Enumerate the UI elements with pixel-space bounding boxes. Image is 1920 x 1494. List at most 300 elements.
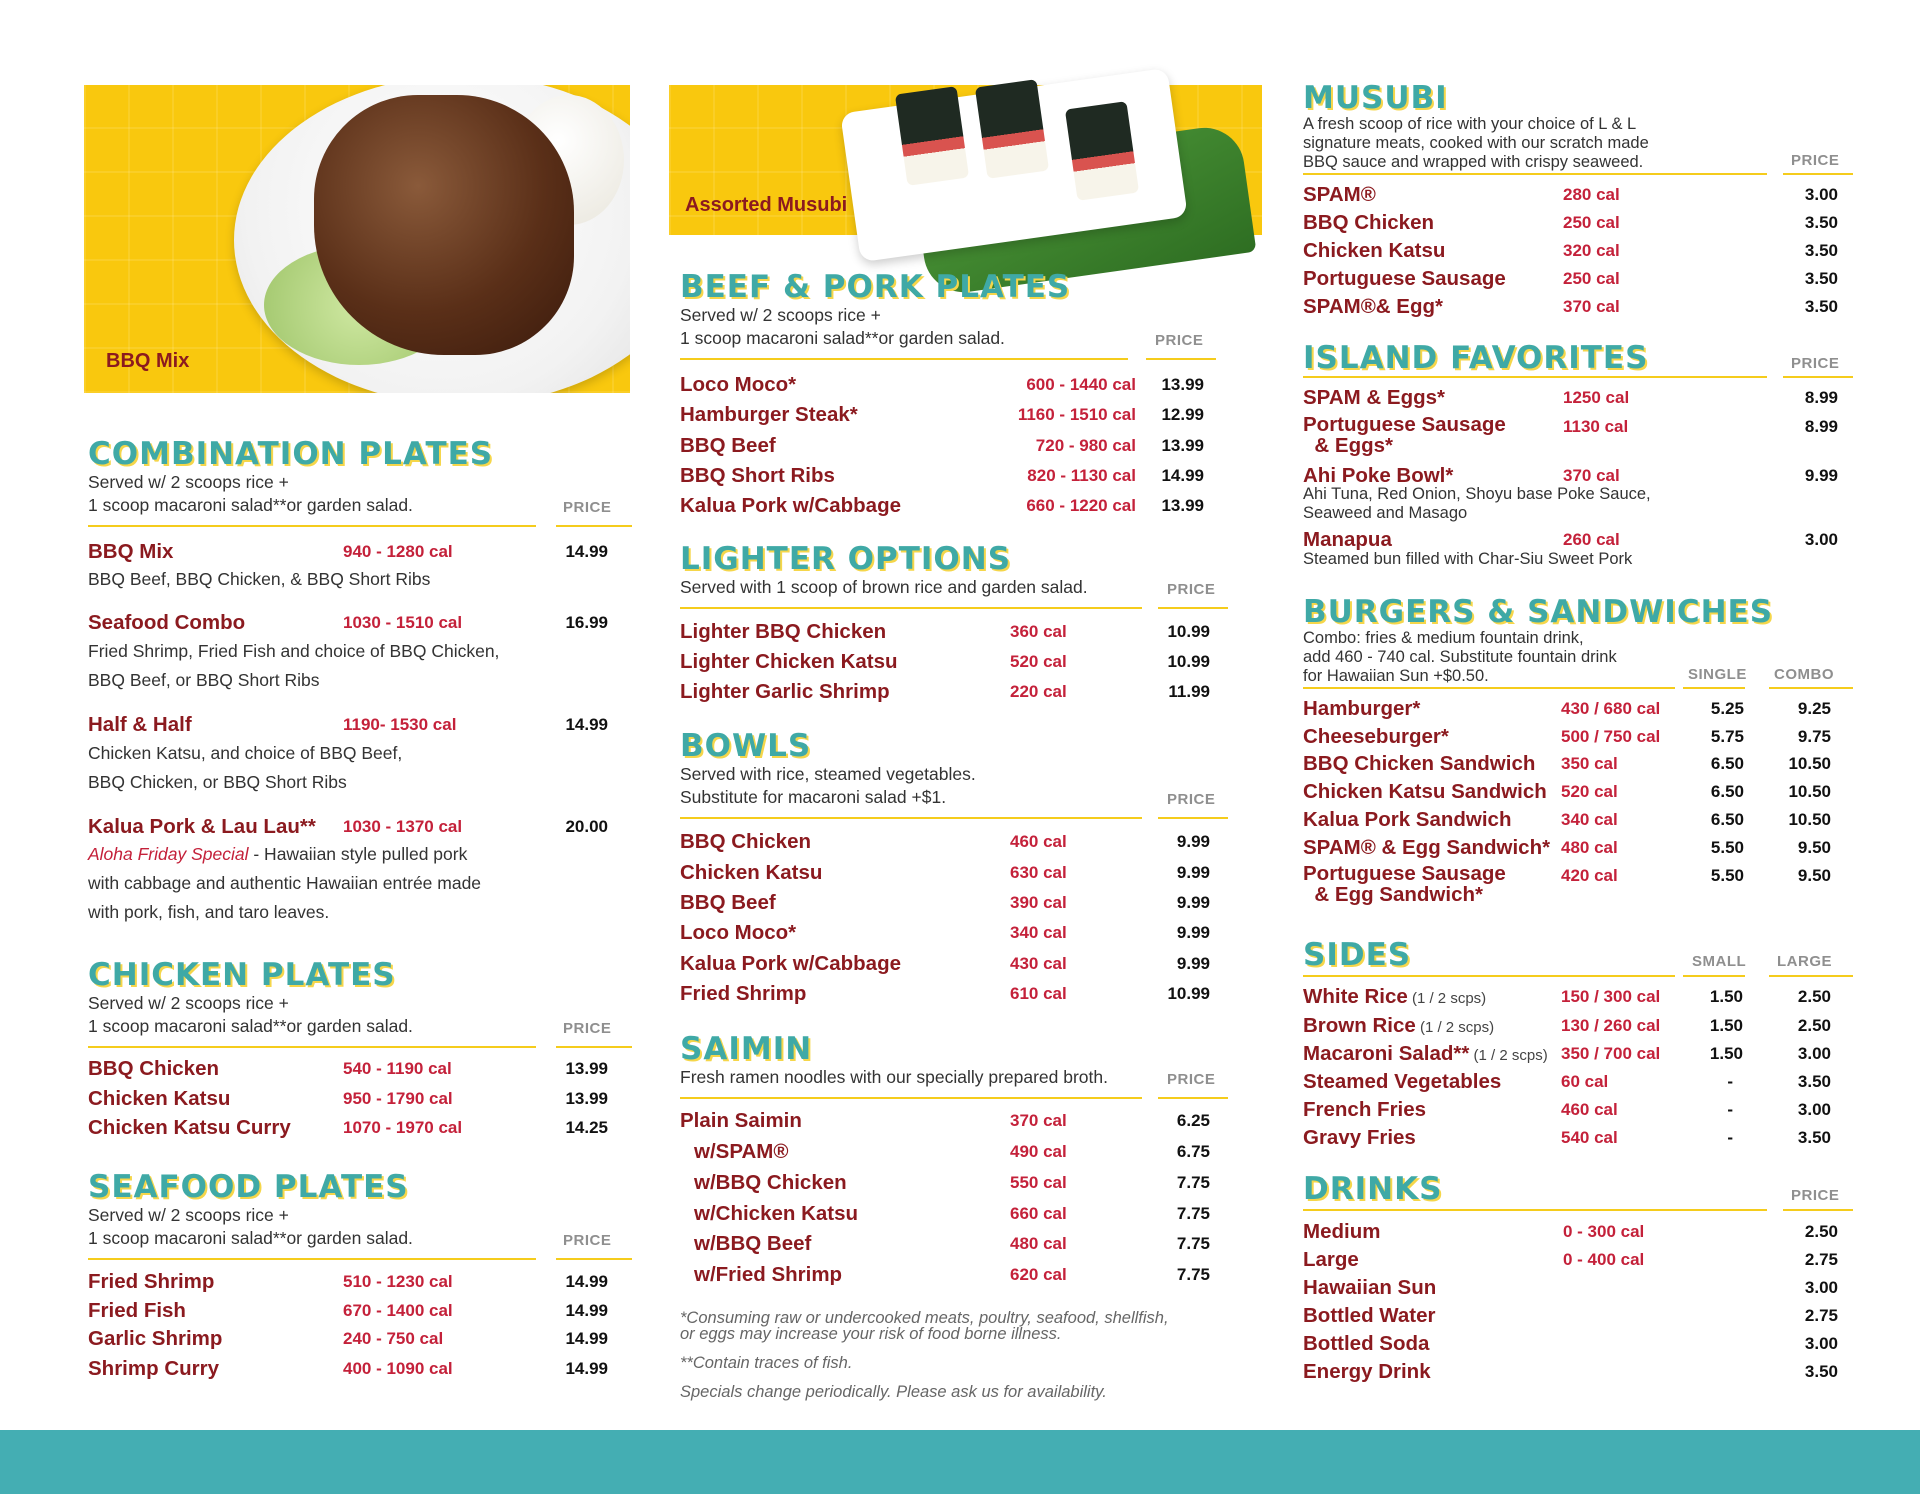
item-calories: 520 cal	[1010, 652, 1067, 671]
divider	[556, 1046, 632, 1048]
musubi-photo-label: Assorted Musubi	[685, 194, 848, 216]
item-calories: 1030 - 1510 cal	[343, 613, 463, 632]
menu-item	[88, 1326, 632, 1352]
item-price: 3.00	[1804, 185, 1838, 204]
item-name: Lighter BBQ Chicken	[680, 620, 887, 643]
menu-item	[88, 1356, 632, 1382]
item-calories: 360 cal	[1010, 622, 1067, 641]
item-name: Gravy Fries	[1303, 1126, 1416, 1149]
section-description: A fresh scoop of rice with your choice of L & L signature meats, cooked with our scratch made BBQ sauce and wrapped with crispy seaweed.	[1303, 115, 1649, 171]
item-price: 14.99	[565, 1329, 608, 1348]
price-header: PRICE	[563, 499, 612, 516]
item-price: 13.99	[1161, 436, 1204, 455]
item-name: Large	[1303, 1248, 1359, 1271]
divider	[1146, 358, 1216, 360]
single-price: 5.50	[1710, 838, 1744, 857]
item-name: Fried Shrimp	[88, 1270, 215, 1293]
item-name: Hawaiian Sun	[1303, 1276, 1437, 1299]
item-name: Kalua Pork & Lau Lau**	[88, 815, 316, 838]
item-calories: 1030 - 1370 cal	[343, 817, 463, 836]
section-description: Served w/ 2 scoops rice + 1 scoop macaroni salad**or garden salad.	[88, 1205, 413, 1248]
item-calories: 1070 - 1970 cal	[343, 1118, 463, 1137]
divider	[1783, 376, 1853, 378]
item-price: 14.99	[565, 715, 608, 734]
combo-price: 9.50	[1797, 866, 1831, 885]
item-price: 10.99	[1167, 984, 1210, 1003]
item-calories: 660 cal	[1010, 1204, 1067, 1223]
menu-item	[1303, 1359, 1853, 1385]
item-calories: 370 cal	[1010, 1111, 1067, 1130]
item-price: 3.50	[1804, 1362, 1838, 1381]
divider	[1769, 687, 1853, 689]
item-price: 9.99	[1176, 832, 1210, 851]
menu-item	[88, 814, 632, 840]
menu-item	[680, 1201, 1260, 1227]
item-name: Chicken Katsu Sandwich	[1303, 780, 1547, 803]
item-calories: 1250 cal	[1563, 388, 1630, 407]
item-name: w/BBQ Beef	[694, 1232, 812, 1255]
menu-item	[1303, 1219, 1853, 1245]
drinks-section	[1303, 1172, 1853, 1392]
item-name-text: Brown Rice	[1303, 1014, 1416, 1037]
menu-item	[88, 1115, 632, 1141]
item-calories: 350 / 700 cal	[1561, 1044, 1661, 1063]
divider	[1303, 687, 1675, 689]
combo-price: 9.25	[1797, 699, 1831, 718]
item-calories: 490 cal	[1010, 1142, 1067, 1161]
item-price: 3.00	[1804, 1334, 1838, 1353]
price-header: PRICE	[563, 1020, 612, 1037]
price-header: PRICE	[1155, 332, 1204, 349]
item-price: 8.99	[1804, 388, 1838, 407]
footnote-specials: Specials change periodically. Please ask us for availability.	[680, 1383, 1107, 1401]
footnote-fish: **Contain traces of fish.	[680, 1354, 853, 1372]
item-name: Lighter Chicken Katsu	[680, 650, 898, 673]
lighter-options-section	[680, 542, 1260, 710]
large-price: 3.00	[1797, 1100, 1831, 1119]
item-name: BBQ Short Ribs	[680, 464, 835, 487]
menu-item	[1303, 779, 1853, 805]
item-name: w/BBQ Chicken	[694, 1171, 847, 1194]
single-price: 5.25	[1710, 699, 1744, 718]
item-calories: 1160 - 1510 cal	[1017, 405, 1136, 424]
item-price: 6.25	[1176, 1111, 1210, 1130]
section-description: Served w/ 2 scoops rice + 1 scoop macaroni salad**or garden salad.	[680, 305, 1005, 348]
item-calories: 460 cal	[1561, 1100, 1618, 1119]
section-description: Combo: fries & medium fountain drink, add 460 - 740 cal. Substitute fountain drink for Hawaiian Sun +$0.50.	[1303, 629, 1617, 685]
sides-section	[1303, 938, 1853, 1153]
item-price: 11.99	[1168, 682, 1210, 701]
section-title: COMBINATION PLATES	[88, 436, 494, 472]
menu-item	[1303, 266, 1853, 292]
menu-item	[680, 402, 1240, 428]
item-description: BBQ Beef, BBQ Chicken, & BBQ Short Ribs	[88, 569, 431, 589]
divider	[1683, 975, 1745, 977]
item-price: 14.99	[565, 1359, 608, 1378]
item-name: w/SPAM®	[694, 1140, 789, 1163]
menu-item	[680, 1231, 1260, 1257]
item-calories: 280 cal	[1563, 185, 1620, 204]
item-price: 3.00	[1804, 1278, 1838, 1297]
item-name: Hamburger Steak*	[680, 403, 858, 426]
musubi-image	[895, 86, 969, 186]
item-calories: 480 cal	[1561, 838, 1618, 857]
item-name	[1303, 984, 1486, 1012]
menu-item	[680, 860, 1260, 886]
menu-item	[1303, 238, 1853, 264]
item-price: 3.50	[1804, 297, 1838, 316]
item-name: Kalua Pork w/Cabbage	[680, 952, 902, 975]
section-title: MUSUBI	[1303, 80, 1448, 116]
menu-item	[680, 372, 1240, 398]
item-description: Ahi Tuna, Red Onion, Shoyu base Poke Sauce, Seaweed and Masago	[1303, 485, 1651, 522]
item-name-text: White Rice	[1303, 985, 1408, 1008]
menu-item	[88, 1298, 632, 1324]
menu-item	[680, 493, 1240, 519]
item-name: French Fries	[1303, 1098, 1427, 1121]
item-calories: 670 - 1400 cal	[343, 1301, 453, 1320]
item-price: 9.99	[1804, 466, 1838, 485]
item-price: 6.75	[1176, 1142, 1210, 1161]
item-calories: 350 cal	[1561, 754, 1618, 773]
large-price: 2.50	[1797, 1016, 1831, 1035]
price-header: PRICE	[1167, 581, 1216, 598]
item-price: 10.99	[1167, 652, 1210, 671]
item-name: Lighter Garlic Shrimp	[680, 680, 890, 703]
item-price: 13.99	[565, 1089, 608, 1108]
item-calories: 250 cal	[1563, 213, 1620, 232]
combo-header: COMBO	[1774, 666, 1834, 683]
item-price: 16.99	[565, 613, 608, 632]
divider	[556, 525, 632, 527]
section-title: LIGHTER OPTIONS	[680, 541, 1012, 577]
item-price: 14.99	[565, 542, 608, 561]
section-description: Fresh ramen noodles with our specially prepared broth.	[680, 1067, 1108, 1087]
divider	[1158, 607, 1228, 609]
large-price: 3.00	[1797, 1044, 1831, 1063]
menu-item	[680, 829, 1260, 855]
item-calories: 60 cal	[1561, 1072, 1609, 1091]
large-price: 3.50	[1797, 1128, 1831, 1147]
item-note: (1 / 2 scps)	[1469, 1047, 1548, 1064]
item-calories: 820 - 1130 cal	[1027, 466, 1136, 485]
menu-item	[1303, 1041, 1853, 1067]
menu-item	[680, 890, 1260, 916]
item-calories: 940 - 1280 cal	[343, 542, 453, 561]
small-price: 1.50	[1709, 1044, 1743, 1063]
item-calories: 340 cal	[1010, 923, 1067, 942]
item-name: Plain Saimin	[680, 1109, 802, 1132]
single-header: SINGLE	[1688, 666, 1747, 683]
menu-item	[1303, 1097, 1853, 1123]
item-name: Steamed Vegetables	[1303, 1070, 1502, 1093]
item-price: 9.99	[1176, 954, 1210, 973]
divider	[1783, 173, 1853, 175]
menu-item	[1303, 210, 1853, 236]
divider	[680, 358, 1128, 360]
small-price: 1.50	[1709, 1016, 1743, 1035]
item-calories: 480 cal	[1010, 1234, 1067, 1253]
menu-item	[680, 1139, 1260, 1165]
item-description-text: - Hawaiian style pulled pork with cabbage and authentic Hawaiian entrée made with pork, fish, and taro leaves.	[88, 844, 482, 922]
menu-item	[1303, 724, 1853, 750]
item-name: Half & Half	[88, 713, 192, 736]
item-name: BBQ Chicken	[680, 830, 811, 853]
menu-item	[680, 1108, 1260, 1134]
price-header: PRICE	[1791, 355, 1840, 372]
item-name: Hamburger*	[1303, 697, 1421, 720]
divider	[1683, 687, 1745, 689]
item-description	[88, 840, 481, 927]
item-price: 20.00	[565, 817, 608, 836]
burgers-sandwiches-section	[1303, 595, 1853, 915]
item-calories: 430 cal	[1010, 954, 1067, 973]
item-calories: 320 cal	[1563, 241, 1620, 260]
menu-item	[680, 981, 1260, 1007]
bbq-mix-photo-label: BBQ Mix	[106, 350, 190, 372]
menu-item	[1303, 696, 1853, 722]
item-name: Manapua	[1303, 528, 1392, 551]
item-name: Ahi Poke Bowl*	[1303, 464, 1454, 487]
item-name: BBQ Chicken	[88, 1057, 219, 1080]
menu-item	[1303, 751, 1853, 777]
menu-item	[1303, 863, 1853, 909]
item-calories: 220 cal	[1010, 682, 1067, 701]
item-name: Fried Shrimp	[680, 982, 807, 1005]
item-price: 10.99	[1167, 622, 1210, 641]
menu-item	[88, 539, 632, 565]
menu-item	[680, 1262, 1260, 1288]
menu-item	[1303, 1069, 1853, 1095]
price-header: PRICE	[1791, 152, 1840, 169]
small-header: SMALL	[1692, 953, 1747, 970]
bbq-meat-image	[314, 95, 574, 355]
menu-item	[88, 1086, 632, 1112]
item-price: 14.99	[565, 1301, 608, 1320]
item-name: Chicken Katsu	[88, 1087, 231, 1110]
combo-price: 9.50	[1797, 838, 1831, 857]
item-calories: 630 cal	[1010, 863, 1067, 882]
item-price: 14.25	[565, 1118, 608, 1137]
item-price: 2.75	[1804, 1250, 1838, 1269]
item-price: 13.99	[565, 1059, 608, 1078]
item-note: (1 / 2 scps)	[1407, 990, 1487, 1007]
item-price: 13.99	[1161, 375, 1204, 394]
item-name: Kalua Pork Sandwich	[1303, 808, 1512, 831]
item-price: 12.99	[1161, 405, 1204, 424]
item-calories: 0 - 300 cal	[1563, 1222, 1645, 1241]
item-description: Steamed bun filled with Char-Siu Sweet Pork	[1303, 550, 1633, 568]
item-name: BBQ Beef	[680, 434, 776, 457]
bbq-mix-photo	[84, 85, 630, 393]
section-title: BOWLS	[680, 728, 812, 764]
divider	[1158, 1097, 1228, 1099]
footer-band	[0, 1430, 1920, 1494]
menu-item	[680, 679, 1260, 705]
section-title: DRINKS	[1303, 1171, 1443, 1207]
menu-item	[88, 1056, 632, 1082]
divider	[680, 607, 1142, 609]
item-calories: 500 / 750 cal	[1561, 727, 1661, 746]
saimin-section	[680, 1032, 1260, 1292]
item-price: 14.99	[565, 1272, 608, 1291]
item-calories: 510 - 1230 cal	[343, 1272, 453, 1291]
item-calories: 130 / 260 cal	[1561, 1016, 1661, 1035]
item-calories: 340 cal	[1561, 810, 1618, 829]
item-name: Portuguese Sausage	[1303, 267, 1506, 290]
item-calories: 390 cal	[1010, 893, 1067, 912]
musubi-photo	[669, 85, 1262, 235]
single-price: 6.50	[1710, 782, 1744, 801]
small-price: -	[1727, 1072, 1733, 1091]
item-calories: 950 - 1790 cal	[343, 1089, 453, 1108]
item-name: Portuguese Sausage & Egg Sandwich*	[1303, 862, 1506, 906]
menu-item	[680, 649, 1260, 675]
item-name: Chicken Katsu Curry	[88, 1116, 291, 1139]
menu-item	[680, 920, 1260, 946]
combo-price: 9.75	[1797, 727, 1831, 746]
item-name: BBQ Beef	[680, 891, 776, 914]
divider	[1303, 173, 1767, 175]
item-price: 9.99	[1176, 893, 1210, 912]
menu-item	[1303, 182, 1853, 208]
item-name: SPAM® & Egg Sandwich*	[1303, 836, 1551, 859]
divider	[88, 1046, 536, 1048]
section-title: BEEF & PORK PLATES	[680, 269, 1071, 305]
menu-item	[88, 712, 632, 738]
item-calories: 420 cal	[1561, 866, 1618, 885]
beef-pork-plates-section	[680, 270, 1240, 525]
item-name: w/Fried Shrimp	[694, 1263, 843, 1286]
section-title: SEAFOOD PLATES	[88, 1169, 409, 1205]
item-calories: 260 cal	[1563, 530, 1620, 549]
divider	[1303, 376, 1767, 378]
single-price: 5.50	[1710, 866, 1744, 885]
menu-item	[680, 951, 1260, 977]
item-price: 7.75	[1176, 1234, 1210, 1253]
menu-item	[1303, 984, 1853, 1010]
item-name: BBQ Chicken Sandwich	[1303, 752, 1536, 775]
item-name: Loco Moco*	[680, 373, 797, 396]
large-price: 2.50	[1797, 987, 1831, 1006]
musubi-image	[975, 79, 1049, 179]
seafood-plates-section	[88, 1170, 632, 1390]
divider	[1303, 975, 1675, 977]
item-price: 2.50	[1804, 1222, 1838, 1241]
price-header: PRICE	[1791, 1187, 1840, 1204]
menu-item	[680, 433, 1240, 459]
item-calories: 460 cal	[1010, 832, 1067, 851]
menu-item	[1303, 1247, 1853, 1273]
section-title: SIDES	[1303, 937, 1412, 973]
item-name: Fried Fish	[88, 1299, 186, 1322]
menu-item	[1303, 385, 1853, 411]
item-calories: 600 - 1440 cal	[1026, 375, 1136, 394]
item-name: SPAM & Eggs*	[1303, 386, 1445, 409]
item-calories: 250 cal	[1563, 269, 1620, 288]
menu-item	[1303, 1331, 1853, 1357]
item-price: 2.75	[1804, 1306, 1838, 1325]
item-price: 3.50	[1804, 269, 1838, 288]
divider	[680, 1097, 1142, 1099]
item-name: Chicken Katsu	[1303, 239, 1446, 262]
item-name: Chicken Katsu	[680, 861, 823, 884]
item-name	[1303, 1041, 1548, 1069]
chicken-plates-section	[88, 958, 632, 1148]
item-calories: 620 cal	[1010, 1265, 1067, 1284]
musubi-image	[1065, 101, 1139, 201]
combo-price: 10.50	[1788, 754, 1831, 773]
item-calories: 610 cal	[1010, 984, 1067, 1003]
section-title: CHICKEN PLATES	[88, 957, 396, 993]
item-price: 7.75	[1176, 1265, 1210, 1284]
section-description: Served with rice, steamed vegetables. Substitute for macaroni salad +$1.	[680, 764, 976, 807]
item-name	[1303, 1013, 1494, 1041]
item-calories: 540 cal	[1561, 1128, 1618, 1147]
item-name-text: Macaroni Salad**	[1303, 1042, 1470, 1065]
menu-item	[88, 610, 632, 636]
aloha-friday-special: Aloha Friday Special	[88, 844, 249, 864]
section-description: Served with 1 scoop of brown rice and garden salad.	[680, 577, 1088, 597]
menu-item	[1303, 1125, 1853, 1151]
divider	[556, 1258, 632, 1260]
menu-item	[1303, 807, 1853, 833]
single-price: 5.75	[1710, 727, 1744, 746]
item-name: Energy Drink	[1303, 1360, 1431, 1383]
item-price: 13.99	[1161, 496, 1204, 515]
section-title: BURGERS & SANDWICHES	[1303, 594, 1774, 630]
menu-item	[88, 1269, 632, 1295]
item-name: BBQ Chicken	[1303, 211, 1434, 234]
price-header: PRICE	[563, 1232, 612, 1249]
item-calories: 550 cal	[1010, 1173, 1067, 1192]
combo-price: 10.50	[1788, 810, 1831, 829]
item-name: Garlic Shrimp	[88, 1327, 223, 1350]
item-note: (1 / 2 scps)	[1415, 1019, 1495, 1036]
divider	[88, 1258, 536, 1260]
small-price: 1.50	[1709, 987, 1743, 1006]
combination-plates-section	[88, 437, 632, 932]
large-price: 3.50	[1797, 1072, 1831, 1091]
menu-item	[680, 619, 1260, 645]
item-calories: 1190- 1530 cal	[343, 715, 457, 734]
price-header: PRICE	[1167, 791, 1216, 808]
item-price: 7.75	[1176, 1173, 1210, 1192]
item-calories: 370 cal	[1563, 466, 1620, 485]
menu-item	[1303, 294, 1853, 320]
divider	[680, 817, 1142, 819]
item-calories: 150 / 300 cal	[1561, 987, 1661, 1006]
item-name: Shrimp Curry	[88, 1357, 219, 1380]
item-name: Medium	[1303, 1220, 1381, 1243]
menu-item	[1303, 1013, 1853, 1039]
section-description: Served w/ 2 scoops rice + 1 scoop macaroni salad**or garden salad.	[88, 993, 413, 1036]
item-price: 9.99	[1176, 863, 1210, 882]
item-calories: 660 - 1220 cal	[1026, 496, 1136, 515]
item-calories: 720 - 980 cal	[1035, 436, 1136, 455]
item-name: Bottled Soda	[1303, 1332, 1430, 1355]
item-name: Loco Moco*	[680, 921, 797, 944]
item-calories: 240 - 750 cal	[343, 1329, 444, 1348]
item-name: Kalua Pork w/Cabbage	[680, 494, 902, 517]
menu-item	[1303, 835, 1853, 861]
item-price: 14.99	[1161, 466, 1204, 485]
footnote-raw: *Consuming raw or undercooked meats, poultry, seafood, shellfish, or eggs may increase your risk of food borne illness.	[680, 1309, 1169, 1343]
item-name: Cheeseburger*	[1303, 725, 1449, 748]
divider	[1769, 975, 1853, 977]
single-price: 6.50	[1710, 810, 1744, 829]
item-calories: 400 - 1090 cal	[343, 1359, 453, 1378]
